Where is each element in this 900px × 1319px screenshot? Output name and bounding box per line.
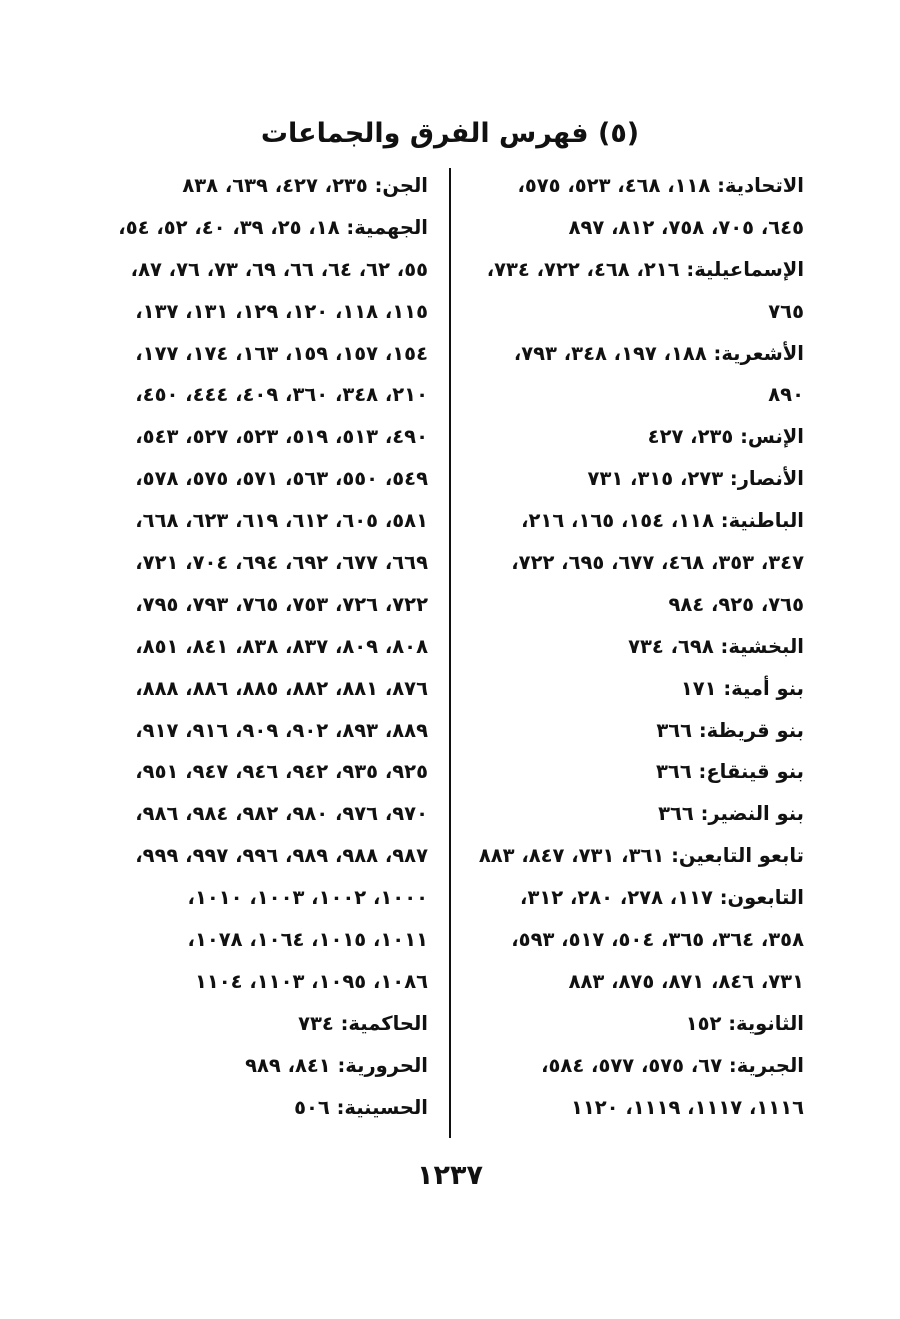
column-divider [449, 168, 451, 1138]
index-line: التابعون: ١١٧، ٢٧٨، ٢٨٠، ٣١٢، [520, 886, 804, 910]
index-line: ٦٤٥، ٧٠٥، ٧٥٨، ٨١٢، ٨٩٧ [568, 215, 804, 239]
index-line: الأنصار: ٢٧٣، ٣١٥، ٧٣١ [587, 467, 804, 491]
index-line: الحسينية: ٥٠٦ [294, 1095, 428, 1119]
index-line: الثانوية: ١٥٢ [685, 1011, 804, 1035]
index-line: ١١١٦، ١١١٧، ١١١٩، ١١٢٠ [570, 1095, 804, 1119]
index-line: ٤٩٠، ٥١٣، ٥١٩، ٥٢٣، ٥٢٧، ٥٤٣، [135, 425, 428, 449]
index-line: الإسماعيلية: ٢١٦، ٤٦٨، ٧٢٢، ٧٣٤، [486, 257, 804, 281]
index-line: ١٠٨٦، ١٠٩٥، ١١٠٣، ١١٠٤ [194, 969, 428, 993]
index-line: ٩٢٥، ٩٣٥، ٩٤٢، ٩٤٦، ٩٤٧، ٩٥١، [135, 760, 428, 784]
page-number: ١٢٣٧ [417, 1160, 483, 1191]
index-line: ٢١٠، ٣٤٨، ٣٦٠، ٤٠٩، ٤٤٤، ٤٥٠، [135, 383, 428, 407]
index-line: بنو قينقاع: ٣٦٦ [656, 760, 804, 784]
index-line: الأشعرية: ١٨٨، ١٩٧، ٣٤٨، ٧٩٣، [513, 341, 804, 365]
index-line: ٨٧٦، ٨٨١، ٨٨٢، ٨٨٥، ٨٨٦، ٨٨٨، [135, 676, 428, 700]
index-line: ٥٥، ٦٢، ٦٤، ٦٦، ٦٩، ٧٣، ٧٦، ٨٧، [130, 257, 428, 281]
index-line: ٦٦٩، ٦٧٧، ٦٩٢، ٦٩٤، ٧٠٤، ٧٢١، [135, 551, 428, 575]
index-line: ١٥٤، ١٥٧، ١٥٩، ١٦٣، ١٧٤، ١٧٧، [135, 341, 428, 365]
index-line: الجن: ٢٣٥، ٤٢٧، ٦٣٩، ٨٣٨ [182, 174, 428, 197]
index-line: ٧٦٥ [768, 299, 804, 323]
index-line: ٣٥٨، ٣٦٤، ٣٦٥، ٥٠٤، ٥١٧، ٥٩٣، [511, 928, 804, 952]
index-line: بنو أمية: ١٧١ [680, 676, 804, 700]
index-line: ٧٦٥، ٩٢٥، ٩٨٤ [668, 592, 804, 616]
index-line: ٨٨٩، ٨٩٣، ٩٠٢، ٩٠٩، ٩١٦، ٩١٧، [135, 718, 428, 742]
index-line: ٧٢٢، ٧٢٦، ٧٥٣، ٧٦٥، ٧٩٣، ٧٩٥، [135, 592, 428, 616]
index-column-right [466, 165, 804, 1128]
index-line: تابعو التابعين: ٣٦١، ٧٣١، ٨٤٧، ٨٨٣ [478, 844, 804, 868]
index-line: الاتحادية: ١١٨، ٤٦٨، ٥٢٣، ٥٧٥، [517, 174, 804, 197]
page-title: (٥) فهرس الفرق والجماعات [260, 118, 640, 149]
index-line: الإنس: ٢٣٥، ٤٢٧ [647, 425, 804, 449]
index-line: ٥٤٩، ٥٥٠، ٥٦٣، ٥٧١، ٥٧٥، ٥٧٨، [135, 467, 428, 491]
index-line: ١٠٠٠، ١٠٠٢، ١٠٠٣، ١٠١٠، [187, 886, 428, 910]
index-column-left [98, 165, 428, 1128]
index-line: ٩٧٠، ٩٧٦، ٩٨٠، ٩٨٢، ٩٨٤، ٩٨٦، [135, 802, 428, 826]
index-line: ٨٠٨، ٨٠٩، ٨٣٧، ٨٣٨، ٨٤١، ٨٥١، [135, 634, 428, 658]
index-line: ١٠١١، ١٠١٥، ١٠٦٤، ١٠٧٨، [187, 928, 428, 952]
index-line: الجبرية: ٦٧، ٥٧٥، ٥٧٧، ٥٨٤، [541, 1053, 804, 1077]
index-line: ١١٥، ١١٨، ١٢٠، ١٢٩، ١٣١، ١٣٧، [135, 299, 428, 323]
index-line: الباطنية: ١١٨، ١٥٤، ١٦٥، ٢١٦، [521, 509, 804, 533]
index-line: بنو النضير: ٣٦٦ [658, 802, 804, 826]
index-line: الجهمية: ١٨، ٢٥، ٣٩، ٤٠، ٥٢، ٥٤، [118, 215, 428, 239]
index-line: البخشية: ٦٩٨، ٧٣٤ [628, 634, 804, 658]
index-line: الحاكمية: ٧٣٤ [298, 1011, 428, 1035]
index-line: ٥٨١، ٦٠٥، ٦١٢، ٦١٩، ٦٢٣، ٦٦٨، [135, 509, 428, 533]
index-line: ٧٣١، ٨٤٦، ٨٧١، ٨٧٥، ٨٨٣ [568, 969, 804, 993]
index-line: الحرورية: ٨٤١، ٩٨٩ [245, 1053, 428, 1077]
index-line: ٩٨٧، ٩٨٨، ٩٨٩، ٩٩٦، ٩٩٧، ٩٩٩، [135, 844, 428, 868]
index-line: ٣٤٧، ٣٥٣، ٤٦٨، ٦٧٧، ٦٩٥، ٧٢٢، [511, 551, 804, 575]
index-line: ٨٩٠ [768, 383, 804, 407]
index-line: بنو قريظة: ٣٦٦ [656, 718, 804, 742]
